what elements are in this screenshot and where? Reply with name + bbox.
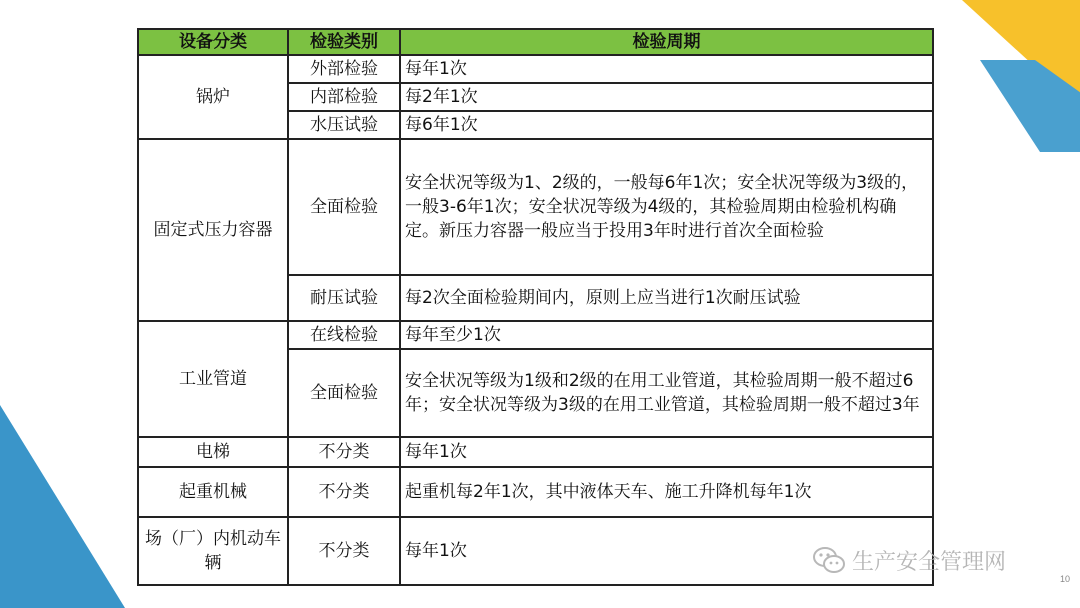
category-cell-lifting-machinery: 起重机械	[138, 467, 288, 517]
type-cell: 外部检验	[288, 55, 400, 83]
inspection-table	[137, 28, 934, 586]
period-cell: 安全状况等级为1级和2级的在用工业管道，其检验周期一般不超过6年；安全状况等级为3级的在用工业管道，其检验周期一般不超过3年	[400, 349, 933, 437]
table-row	[138, 321, 933, 349]
type-cell: 全面检验	[288, 349, 400, 437]
type-cell: 不分类	[288, 467, 400, 517]
wechat-icon	[812, 545, 846, 575]
type-cell: 内部检验	[288, 83, 400, 111]
table-row	[138, 467, 933, 517]
header-inspection-period: 检验周期	[400, 29, 933, 55]
period-cell: 每6年1次	[400, 111, 933, 139]
watermark-text: 生产安全管理网	[852, 549, 1007, 575]
period-cell: 每2次全面检验期间内，原则上应当进行1次耐压试验	[400, 275, 933, 321]
period-cell: 每年1次	[400, 55, 933, 83]
type-cell: 全面检验	[288, 139, 400, 275]
period-cell: 每年1次	[400, 517, 933, 585]
type-cell: 不分类	[288, 517, 400, 585]
type-cell: 耐压试验	[288, 275, 400, 321]
type-cell: 不分类	[288, 437, 400, 467]
period-cell: 起重机每2年1次，其中液体天车、施工升降机每年1次	[400, 467, 933, 517]
type-cell: 在线检验	[288, 321, 400, 349]
watermark	[812, 544, 1006, 576]
category-cell-industrial-pipeline: 工业管道	[138, 321, 288, 437]
period-cell: 每2年1次	[400, 83, 933, 111]
category-cell-elevator: 电梯	[138, 437, 288, 467]
table-row	[138, 55, 933, 83]
table-row	[138, 437, 933, 467]
header-equipment-category: 设备分类	[138, 29, 288, 55]
decor-blue-left-triangle	[0, 405, 125, 608]
type-cell: 水压试验	[288, 111, 400, 139]
category-cell-pressure-vessel: 固定式压力容器	[138, 139, 288, 321]
period-cell: 每年1次	[400, 437, 933, 467]
category-cell-boiler: 锅炉	[138, 55, 288, 139]
page-number: 10	[1059, 574, 1070, 584]
period-cell: 每年至少1次	[400, 321, 933, 349]
category-cell-vehicles: 场（厂）内机动车辆	[138, 517, 288, 585]
period-cell: 安全状况等级为1、2级的，一般每6年1次；安全状况等级为3级的，一般3-6年1次；安全状况等级为4级的，其检验周期由检验机构确定。新压力容器一般应当于投用3年时进行首次全面检验	[400, 139, 933, 275]
header-inspection-type: 检验类别	[288, 29, 400, 55]
table-header-row	[138, 29, 933, 55]
table-row	[138, 139, 933, 275]
